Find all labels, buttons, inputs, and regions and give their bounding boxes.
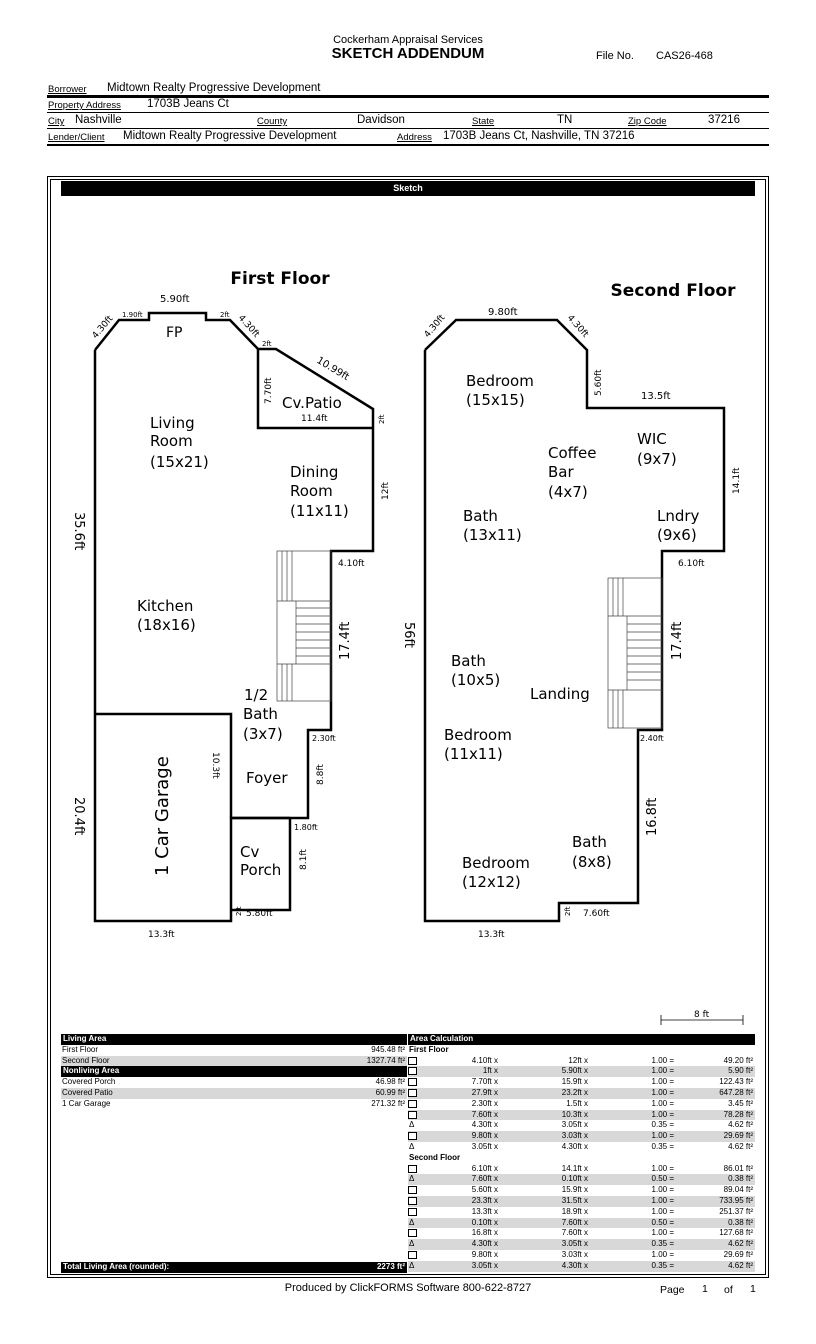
dimension-label: 5.80ft <box>246 909 273 919</box>
footer-produced-by: Produced by ClickFORMS Software 800-622-8727 <box>284 1282 532 1294</box>
county-value: Davidson <box>357 114 405 126</box>
calc-area: 122.43 ft² <box>719 1077 753 1087</box>
room-label: Room <box>150 432 193 450</box>
calc-area: 647.28 ft² <box>719 1087 753 1097</box>
dimension-label: 8.1ft <box>299 849 309 870</box>
file-number: CAS26-468 <box>656 50 713 62</box>
calc-dim-b: 4.30ft x <box>561 1260 588 1270</box>
calc-row <box>408 1056 755 1067</box>
calc-dim-a: 4.30ft x <box>471 1120 498 1130</box>
living-area-header: Living Area <box>63 1034 107 1043</box>
dimension-label: 11.4ft <box>301 414 328 424</box>
room-label: Bath <box>243 705 278 723</box>
dimension-label: 16.8ft <box>645 797 660 836</box>
calc-area: 4.62 ft² <box>728 1141 753 1151</box>
calc-factor: 1.00 = <box>651 1066 674 1076</box>
zip-label: Zip Code <box>628 116 667 127</box>
room-label: Bedroom <box>466 372 534 390</box>
calc-area: 3.45 ft² <box>728 1098 753 1108</box>
calc-dim-b: 14.1ft x <box>561 1163 588 1173</box>
rectangle-icon <box>408 1208 417 1216</box>
table-row <box>61 1099 407 1110</box>
calc-area: 733.95 ft² <box>719 1195 753 1205</box>
calc-factor: 0.35 = <box>651 1239 674 1249</box>
calc-dim-b: 3.05ft x <box>561 1239 588 1249</box>
calc-dim-b: 12ft x <box>568 1055 588 1065</box>
dimension-label: 4.30ft <box>564 313 590 340</box>
room-label: (9x6) <box>657 526 697 544</box>
calc-dim-a: 2.30ft x <box>471 1098 498 1108</box>
room-label: Porch <box>240 861 282 879</box>
calc-factor: 1.00 = <box>651 1195 674 1205</box>
zip-value: 37216 <box>708 114 740 126</box>
dimension-label: 13.3ft <box>148 930 175 940</box>
room-label: Cv.Patio <box>282 394 342 412</box>
triangle-icon: Δ <box>409 1260 415 1270</box>
total-row <box>61 1262 407 1273</box>
page-number: 1 <box>702 1283 708 1295</box>
room-label: (15x15) <box>466 391 525 409</box>
section-label <box>408 1045 755 1056</box>
calc-factor: 1.00 = <box>651 1185 674 1195</box>
area-calculation-table <box>408 1034 755 1272</box>
first-floor-calc-rows <box>408 1056 755 1153</box>
calc-dim-b: 5.90ft x <box>561 1066 588 1076</box>
dimension-label: 13.3ft <box>478 930 505 940</box>
page-label: Page <box>660 1284 685 1296</box>
nonliving-area-header: Nonliving Area <box>63 1066 120 1076</box>
calc-row <box>408 1164 755 1175</box>
triangle-icon: Δ <box>409 1239 415 1249</box>
room-label: (3x7) <box>243 725 283 743</box>
dimension-label: 5.90ft <box>160 294 190 305</box>
calc-factor: 1.00 = <box>651 1228 674 1238</box>
calc-factor: 1.00 = <box>651 1098 674 1108</box>
room-label: Foyer <box>246 769 288 787</box>
second-floor-calc-rows <box>408 1164 755 1272</box>
calc-dim-a: 4.30ft x <box>471 1239 498 1249</box>
dimension-label: 2ft <box>378 414 386 424</box>
room-label: 1/2 <box>244 686 269 704</box>
calc-factor: 1.00 = <box>651 1055 674 1065</box>
room-label: Bedroom <box>462 854 530 872</box>
dimension-label: 10.3ft <box>210 752 220 779</box>
calc-dim-b: 15.9ft x <box>561 1185 588 1195</box>
rectangle-icon <box>408 1229 417 1237</box>
calc-dim-a: 4.10ft x <box>471 1055 498 1065</box>
document-title: SKETCH ADDENDUM <box>331 45 485 62</box>
area-value: 945.48 ft² <box>371 1044 405 1054</box>
living-area-table <box>61 1034 407 1110</box>
lender-address-label: Address <box>397 132 432 143</box>
calc-dim-b: 3.05ft x <box>561 1120 588 1130</box>
calc-area: 86.01 ft² <box>723 1163 753 1173</box>
area-name: Covered Porch <box>62 1077 116 1087</box>
room-label: Bath <box>572 833 607 851</box>
calc-factor: 1.00 = <box>651 1109 674 1119</box>
dimension-label: 2ft <box>235 906 243 916</box>
calc-dim-a: 9.80ft x <box>471 1249 498 1259</box>
state-label: State <box>472 116 495 127</box>
room-label: (9x7) <box>637 450 677 468</box>
company-name: Cockerham Appraisal Services <box>333 34 483 46</box>
calc-dim-b: 10.3ft x <box>561 1109 588 1119</box>
dimension-label: 4.30ft <box>235 313 261 340</box>
calc-area: 0.38 ft² <box>728 1174 753 1184</box>
rectangle-icon <box>408 1251 417 1259</box>
calc-area: 29.69 ft² <box>723 1249 753 1259</box>
room-label: Dining <box>290 463 339 481</box>
calc-dim-b: 3.03ft x <box>561 1131 588 1141</box>
calc-dim-a: 0.10ft x <box>471 1217 498 1227</box>
calc-dim-b: 4.30ft x <box>561 1141 588 1151</box>
calc-dim-b: 7.60ft x <box>561 1217 588 1227</box>
calc-area: 251.37 ft² <box>719 1206 753 1216</box>
dimension-label: 2.40ft <box>640 734 664 743</box>
calc-dim-a: 23.3ft x <box>471 1195 498 1205</box>
lender-address-value: 1703B Jeans Ct, Nashville, TN 37216 <box>443 130 635 142</box>
room-label: (15x21) <box>150 453 209 471</box>
room-label: Kitchen <box>137 597 194 615</box>
city-label: City <box>48 116 65 127</box>
room-label: Bar <box>548 463 574 481</box>
room-label: (4x7) <box>548 483 588 501</box>
dimension-label: 12ft <box>381 482 391 500</box>
area-value: 1327.74 ft² <box>366 1055 405 1065</box>
rectangle-icon <box>408 1078 417 1086</box>
dimension-label: 17.4ft <box>670 621 685 660</box>
calc-factor: 1.00 = <box>651 1087 674 1097</box>
room-label: (8x8) <box>572 853 612 871</box>
property-address-label: Property Address <box>48 100 121 111</box>
rectangle-icon <box>408 1057 417 1065</box>
scale-bar <box>661 1010 743 1025</box>
area-value: 46.98 ft² <box>375 1077 405 1087</box>
second-floor-calc-label: Second Floor <box>409 1152 461 1162</box>
room-label: (10x5) <box>451 671 501 689</box>
total-label: Total Living Area (rounded): <box>63 1262 170 1271</box>
rectangle-icon <box>408 1111 417 1119</box>
area-value: 60.99 ft² <box>375 1087 405 1097</box>
calc-factor: 0.35 = <box>651 1260 674 1270</box>
room-label: Room <box>290 482 333 500</box>
calc-area: 49.20 ft² <box>723 1055 753 1065</box>
dimension-label: 56ft <box>401 622 416 648</box>
rectangle-icon <box>408 1100 417 1108</box>
triangle-icon: Δ <box>409 1217 415 1227</box>
dimension-label: 1.90ft <box>122 311 143 319</box>
calc-row <box>408 1110 755 1121</box>
section-label <box>408 1153 755 1164</box>
dimension-label: 14.1ft <box>732 467 742 494</box>
second-floor-stairs <box>608 578 662 728</box>
rectangle-icon <box>408 1089 417 1097</box>
total-value: 2273 ft² <box>376 1262 405 1271</box>
area-name: 1 Car Garage <box>62 1098 111 1108</box>
table-header <box>61 1034 407 1045</box>
calc-row <box>408 1228 755 1239</box>
room-label: Bedroom <box>444 726 512 744</box>
city-value: Nashville <box>75 114 122 126</box>
dimension-label: 17.4ft <box>338 621 353 660</box>
dimension-label: 2ft <box>564 906 572 916</box>
calc-dim-a: 3.05ft x <box>471 1260 498 1270</box>
calc-area: 89.04 ft² <box>723 1185 753 1195</box>
triangle-icon: Δ <box>409 1174 415 1184</box>
dimension-label: 2.30ft <box>312 734 336 743</box>
calc-dim-a: 9.80ft x <box>471 1131 498 1141</box>
triangle-icon: Δ <box>409 1120 415 1130</box>
dimension-label: 9.80ft <box>488 307 518 318</box>
calc-row <box>408 1261 755 1272</box>
calc-row <box>408 1239 755 1250</box>
dimension-label: 4.10ft <box>338 559 365 569</box>
room-label: Cv <box>240 843 260 861</box>
area-name: First Floor <box>62 1044 98 1054</box>
room-label: (11x11) <box>444 745 503 763</box>
borrower-label: Borrower <box>48 84 87 95</box>
rectangle-icon <box>408 1132 417 1140</box>
dimension-label: 13.5ft <box>641 391 671 402</box>
room-label: Bath <box>451 652 486 670</box>
total-living-area <box>61 1262 407 1273</box>
table-header <box>408 1034 755 1045</box>
calc-row <box>408 1099 755 1110</box>
calc-dim-b: 3.03ft x <box>561 1249 588 1259</box>
table-row <box>61 1056 407 1067</box>
calc-area: 5.90 ft² <box>728 1066 753 1076</box>
calc-row <box>408 1088 755 1099</box>
calc-dim-b: 23.2ft x <box>561 1087 588 1097</box>
calc-dim-a: 3.05ft x <box>471 1141 498 1151</box>
room-label: (13x11) <box>463 526 522 544</box>
room-label: Bath <box>463 507 498 525</box>
calc-row <box>408 1196 755 1207</box>
rectangle-icon <box>408 1165 417 1173</box>
state-value: TN <box>557 114 573 126</box>
dimension-label: 2ft <box>220 311 230 319</box>
table-row <box>61 1045 407 1056</box>
triangle-icon: Δ <box>409 1141 415 1151</box>
calc-area: 29.69 ft² <box>723 1131 753 1141</box>
dimension-label: 4.30ft <box>90 314 116 341</box>
rectangle-icon <box>408 1197 417 1205</box>
room-label: Lndry <box>657 507 700 525</box>
dimension-label: 35.6ft <box>71 512 86 551</box>
calc-row <box>408 1250 755 1261</box>
sketch-title-bar: Sketch <box>61 181 755 196</box>
room-label: FP <box>166 325 183 341</box>
dimension-label: 20.4ft <box>71 797 86 836</box>
calc-area: 0.38 ft² <box>728 1217 753 1227</box>
calc-dim-a: 7.60ft x <box>471 1174 498 1184</box>
calc-row <box>408 1142 755 1153</box>
calc-factor: 1.00 = <box>651 1163 674 1173</box>
calc-dim-b: 7.60ft x <box>561 1228 588 1238</box>
second-floor-walls <box>425 320 724 921</box>
dimension-label: 6.10ft <box>678 559 705 569</box>
calc-dim-a: 27.9ft x <box>471 1087 498 1097</box>
county-label: County <box>257 116 288 127</box>
calc-dim-a: 16.8ft x <box>471 1228 498 1238</box>
room-label: (12x12) <box>462 873 521 891</box>
calc-dim-a: 13.3ft x <box>471 1206 498 1216</box>
calc-row <box>408 1207 755 1218</box>
lender-label: Lender/Client <box>48 132 105 143</box>
calc-factor: 1.00 = <box>651 1249 674 1259</box>
calc-factor: 0.35 = <box>651 1141 674 1151</box>
lender-value: Midtown Realty Progressive Development <box>123 130 337 142</box>
room-label: Coffee <box>548 444 597 462</box>
dimension-label: 7.60ft <box>583 909 610 919</box>
calc-dim-a: 6.10ft x <box>471 1163 498 1173</box>
scale-label: 8 ft <box>694 1010 710 1020</box>
calc-row <box>408 1120 755 1131</box>
dimension-label: 1.80ft <box>294 823 318 832</box>
first-floor-stairs <box>277 551 331 701</box>
calc-row <box>408 1077 755 1088</box>
calc-dim-a: 7.60ft x <box>471 1109 498 1119</box>
calc-row <box>408 1131 755 1142</box>
calc-area: 4.62 ft² <box>728 1120 753 1130</box>
property-address-value: 1703B Jeans Ct <box>147 98 229 110</box>
calc-dim-a: 5.60ft x <box>471 1185 498 1195</box>
room-label: (11x11) <box>290 502 349 520</box>
room-label: (18x16) <box>137 616 196 634</box>
calc-factor: 0.50 = <box>651 1217 674 1227</box>
dimension-label: 2ft <box>262 340 272 348</box>
first-floor-room-labels <box>137 325 349 879</box>
calc-row <box>408 1066 755 1077</box>
table-header <box>61 1066 407 1077</box>
table-row <box>61 1088 407 1099</box>
calc-factor: 1.00 = <box>651 1077 674 1087</box>
dimension-label: 7.70ft <box>264 377 274 404</box>
file-number-label: File No. <box>596 50 634 62</box>
area-calculation-header: Area Calculation <box>410 1034 474 1043</box>
calc-factor: 0.35 = <box>651 1120 674 1130</box>
room-label: Landing <box>530 685 590 703</box>
calc-area: 4.62 ft² <box>728 1260 753 1270</box>
dimension-label: 10.99ft <box>314 355 351 384</box>
calc-area: 127.68 ft² <box>719 1228 753 1238</box>
calc-row <box>408 1174 755 1185</box>
calc-dim-b: 0.10ft x <box>561 1174 588 1184</box>
area-value: 271.32 ft² <box>371 1098 405 1108</box>
page-total: 1 <box>750 1283 756 1295</box>
calc-row <box>408 1185 755 1196</box>
rectangle-icon <box>408 1067 417 1075</box>
room-label: Living <box>150 414 195 432</box>
calc-factor: 0.50 = <box>651 1174 674 1184</box>
area-name: Covered Patio <box>62 1087 113 1097</box>
calc-factor: 1.00 = <box>651 1131 674 1141</box>
calc-row <box>408 1218 755 1229</box>
borrower-value: Midtown Realty Progressive Development <box>107 82 321 94</box>
calc-dim-a: 1ft x <box>482 1066 498 1076</box>
calc-dim-b: 1.5ft x <box>566 1098 588 1108</box>
room-label: 1 Car Garage <box>152 756 173 876</box>
calc-dim-a: 7.70ft x <box>471 1077 498 1087</box>
dimension-label: 4.30ft <box>422 313 448 340</box>
page-of-label: of <box>724 1284 733 1296</box>
first-floor-calc-label: First Floor <box>409 1044 449 1054</box>
room-label: WIC <box>637 430 667 448</box>
calc-dim-b: 15.9ft x <box>561 1077 588 1087</box>
dimension-label: 8.8ft <box>316 764 326 785</box>
calc-area: 78.28 ft² <box>723 1109 753 1119</box>
second-floor-title: Second Floor <box>610 281 736 301</box>
calc-area: 4.62 ft² <box>728 1239 753 1249</box>
first-floor-title: First Floor <box>230 269 330 289</box>
area-name: Second Floor <box>62 1055 110 1065</box>
rectangle-icon <box>408 1186 417 1194</box>
table-row <box>61 1077 407 1088</box>
calc-factor: 1.00 = <box>651 1206 674 1216</box>
calc-dim-b: 31.5ft x <box>561 1195 588 1205</box>
dimension-label: 5.60ft <box>594 369 604 396</box>
calc-dim-b: 18.9ft x <box>561 1206 588 1216</box>
